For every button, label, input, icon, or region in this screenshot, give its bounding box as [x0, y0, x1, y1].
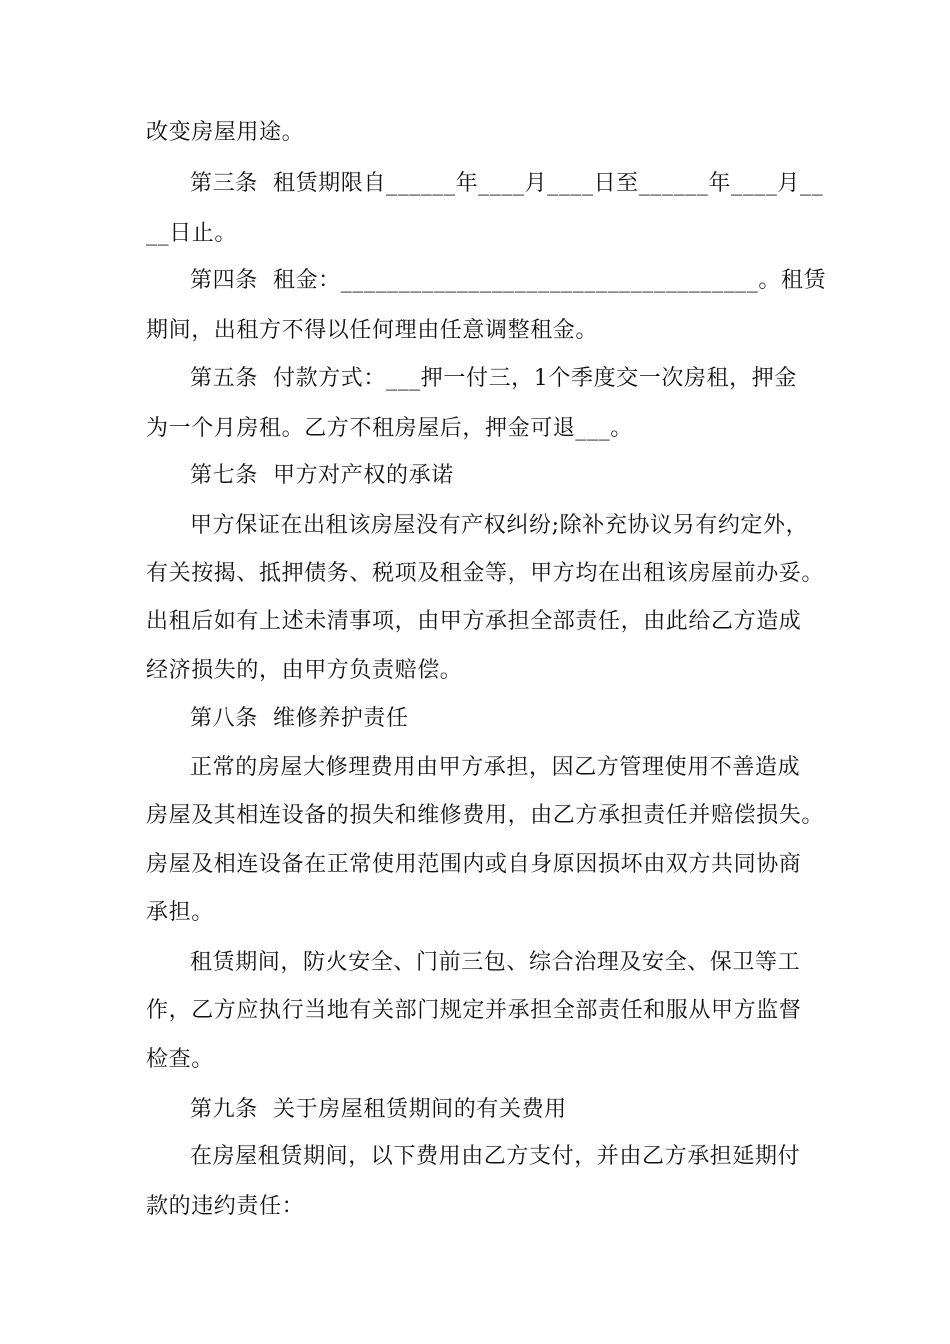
text-line: 期间，出租方不得以任何理由任意调整租金。 — [146, 318, 599, 343]
text-line: 检查。 — [146, 1047, 214, 1072]
text-line: 改变房屋用途。 — [146, 120, 305, 145]
text-line: 款的违约责任： — [146, 1194, 305, 1219]
article-7-heading: 第七条 甲方对产权的承诺 — [190, 463, 454, 488]
text-line: 租赁期间，防火安全、门前三包、综合治理及安全、保卫等工 — [190, 950, 801, 975]
text-line: 有关按揭、抵押债务、税项及租金等，甲方均在出租该房屋前办妥。 — [146, 561, 825, 586]
text-line: 正常的房屋大修理费用由甲方承担，因乙方管理使用不善造成 — [190, 755, 801, 780]
article-4-line: 第四条 租金：____________________________________。租赁 — [190, 268, 827, 293]
text-line: 承担。 — [146, 900, 214, 925]
article-3-line: 第三条 租赁期限自______年____月____日至______年____月__ — [190, 171, 824, 196]
text-line: 甲方保证在出租该房屋没有产权纠纷;除补充协议另有约定外， — [190, 513, 809, 538]
article-8-heading: 第八条 维修养护责任 — [190, 706, 409, 731]
text-line: __日止。 — [146, 221, 238, 246]
article-9-heading: 第九条 关于房屋租赁期间的有关费用 — [190, 1097, 567, 1122]
text-line: 出租后如有上述未清事项，由甲方承担全部责任，由此给乙方造成 — [146, 609, 802, 634]
text-line: 经济损失的，由甲方负责赔偿。 — [146, 658, 463, 683]
text-line: 为一个月房租。乙方不租房屋后，押金可退___。 — [146, 416, 633, 441]
text-line: 作，乙方应执行当地有关部门规定并承担全部责任和服从甲方监督 — [146, 998, 802, 1023]
article-5-line: 第五条 付款方式：___押一付三，1个季度交一次房租，押金 — [190, 366, 797, 391]
text-line: 在房屋租赁期间，以下费用由乙方支付，并由乙方承担延期付 — [190, 1144, 801, 1169]
text-line: 房屋及其相连设备的损失和维修费用，由乙方承担责任并赔偿损失。 — [146, 803, 825, 828]
text-line: 房屋及相连设备在正常使用范围内或自身原因损坏由双方共同协商 — [146, 852, 802, 877]
